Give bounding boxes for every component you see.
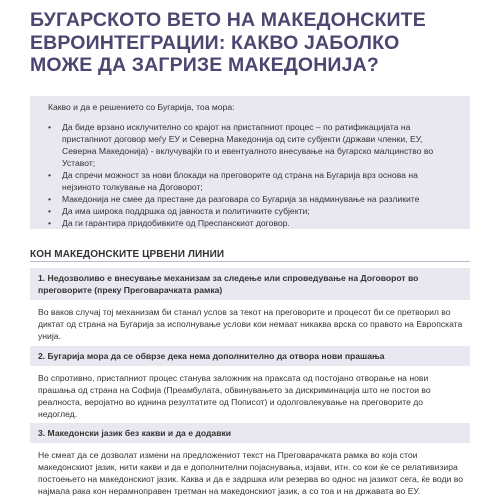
bullet-icon: • <box>48 122 52 132</box>
list-item <box>48 121 463 169</box>
list-item <box>48 205 463 217</box>
item-body-1 <box>30 306 470 342</box>
list-item-text: Да спречи можност за нови блокади на преговорите од страна на Бугарија врз основа на <box>62 170 418 180</box>
requirements-heading: Какво и да е решението со Бугарија, тоа мора: <box>48 102 235 112</box>
paragraph-line: Не смеат да се дозволат измени на предложениот текст на Преговарачката рамка во која стои <box>38 450 418 460</box>
paragraph-line: диктат од страна на Бугарија за исполнување услови кои немаат никаква врска со правото на Европската <box>38 319 463 329</box>
list-item-text: Македонија не смее да престане да разговара со Бугарија за надминување на разликите <box>62 194 420 204</box>
list-item <box>48 169 463 193</box>
paragraph-line: унија. <box>38 331 61 341</box>
item-body-3 <box>30 449 470 497</box>
paragraph-line: прашања од страна на Софија (Преамбулата, обвинувањето за дискриминација што не постои во <box>38 385 431 395</box>
item-heading-2 <box>30 346 470 366</box>
item-heading-text: преговорите (преку Преговарачката рамка) <box>38 285 223 295</box>
bullet-icon: • <box>48 194 52 204</box>
list-item <box>48 217 463 229</box>
item-heading-text: 2. Бугарија мора да се обврзе дека нема дополнително да отвора нови прашања <box>38 351 385 361</box>
article-title <box>30 9 480 77</box>
paragraph-line: реалноста, веројатно во иднина резултатите од Пописот) и одолговлекување на преговорите до <box>38 397 424 407</box>
list-item-text: Северна Македонија) - вклучувајќи го и евентуалното внесување на бугарско малцинство во <box>62 146 434 156</box>
section-heading: КОН МАКЕДОНСКИТЕ ЦРВЕНИ ЛИНИИ <box>30 249 225 260</box>
bullet-icon: • <box>48 170 52 180</box>
list-item <box>48 193 463 205</box>
paragraph-line: недоглед. <box>38 409 78 419</box>
bullet-icon: • <box>48 206 52 216</box>
item-heading-3 <box>30 423 470 443</box>
list-item-text: нејзиното толкување на Договорот; <box>62 182 203 192</box>
title-line: БУГАРСКОТО ВЕТО НА МАКЕДОНСКИТЕ <box>30 9 426 31</box>
list-item-text: Да ги гарантира придобивките од Преспанскиот договор. <box>62 218 290 228</box>
bullet-icon: • <box>48 218 52 228</box>
paragraph-line: Во спротивно, пристапниот процес станува заложник на праксата од постојано отворање на нови <box>38 373 429 383</box>
requirements-list <box>48 121 463 229</box>
paragraph-line: најмала рака кон нерамноправен третман на македонскиот јазик, а со тоа и на државата во ЕУ. <box>38 486 421 496</box>
item-heading-text: 1. Недозволиво е внесување механизам за следење или спроведување на Договорот во <box>38 273 419 283</box>
list-item-text: Да има широка поддршка од јавноста и политичките субјекти; <box>62 206 310 216</box>
item-body-2 <box>30 372 470 420</box>
section-divider <box>30 261 470 262</box>
list-item-text: Уставот; <box>62 158 96 168</box>
title-line: ЕВРОИНТЕГРАЦИИ: КАКВО ЈАБОЛКО <box>30 31 400 54</box>
paragraph-line: Во ваков случај тој механизам би станал услов за текот на преговорите и процесот би се претворил во <box>38 307 451 317</box>
item-heading-text: 3. Македонски јазик без какви и да е додавки <box>38 428 232 438</box>
title-line: МОЖЕ ДА ЗАГРИЗЕ МАКЕДОНИЈА? <box>30 54 379 76</box>
item-heading-1 <box>30 268 470 300</box>
list-item-text: пристапниот договор меѓу ЕУ и Северна Македонија од сите субјекти (држави членки, ЕУ, <box>62 134 423 144</box>
list-item-text: Да биде врзано исклучително со крајот на пристапниот процес – по ратификацијата на <box>62 122 411 132</box>
paragraph-line: постоењето на македонскиот јазик. Каква и да е задршка или резерва во однос на јазикот сега, ќе води во <box>38 474 463 484</box>
paragraph-line: македонскиот јазик, нити какви и да е дополнителни појаснувања, изјави, итн. со кои ќе се релативизира <box>38 462 458 472</box>
